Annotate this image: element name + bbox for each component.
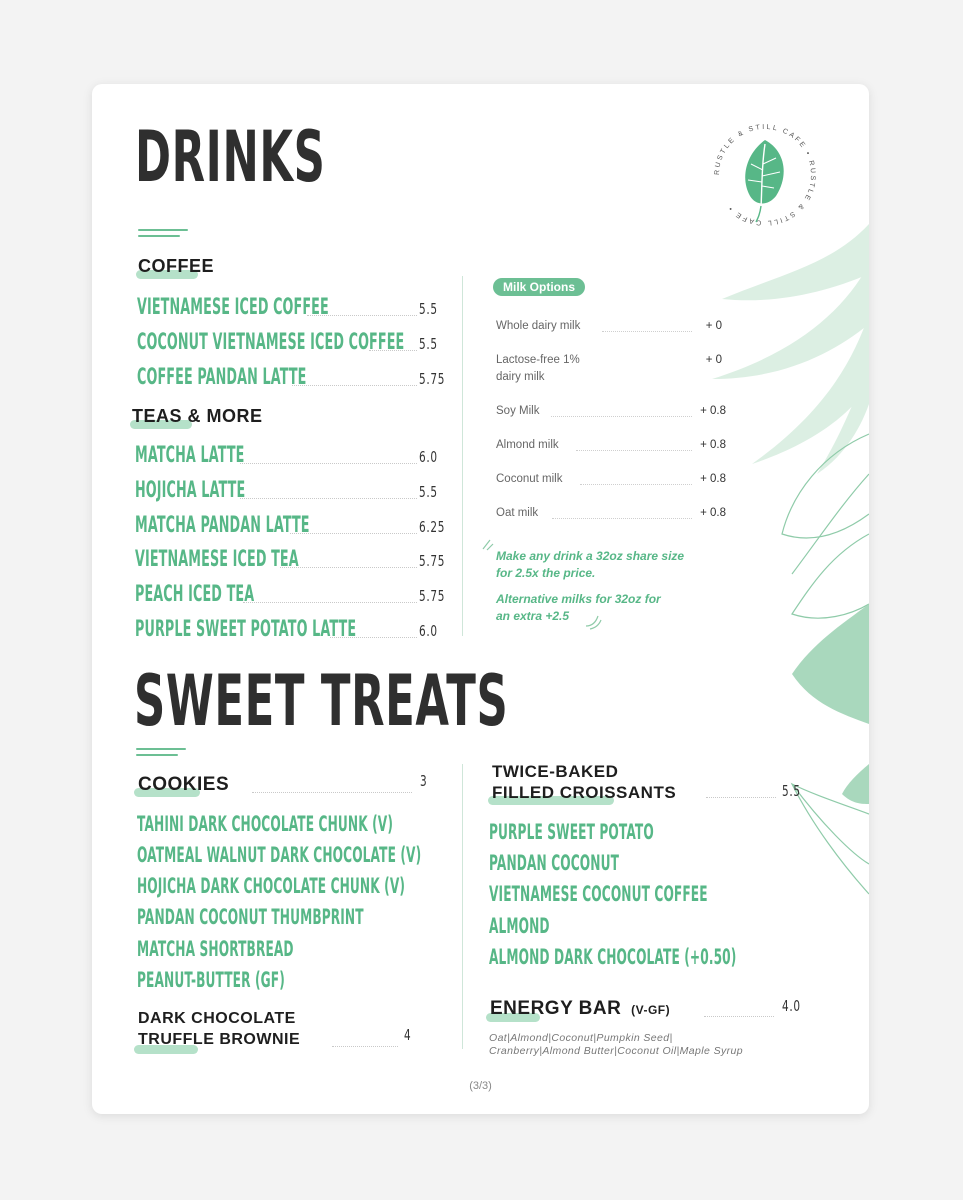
milk-option [496, 505, 726, 523]
energy-bar-name: ENERGY BAR [490, 998, 622, 1019]
cookies-price: 3 [420, 772, 428, 790]
item-name: VIETNAMESE ICED TEA [135, 547, 299, 572]
title-dash [136, 754, 178, 756]
item-price: 6.25 [419, 518, 446, 536]
item-name: OATMEAL WALNUT DARK CHOCOLATE (V) [137, 843, 422, 867]
item-name: PANDAN COCONUT THUMBPRINT [137, 905, 364, 929]
item-price: 5.5 [419, 483, 438, 501]
note-line: Alternative milks for 32oz for [496, 592, 661, 606]
item-name: MATCHA SHORTBREAD [137, 937, 294, 961]
menu-item [135, 579, 446, 609]
item-name: MATCHA PANDAN LATTE [135, 513, 310, 538]
cookie-item [137, 935, 437, 963]
ingredients-line: Cranberry|Almond Butter|Coconut Oil|Maple Syrup [489, 1045, 743, 1057]
croissant-item [489, 818, 789, 846]
menu-item [135, 544, 446, 574]
item-price: 5.5 [419, 300, 438, 318]
leader-dots [330, 637, 417, 638]
leader-dots [292, 385, 417, 386]
milk-price: + 0.8 [700, 473, 726, 485]
milk-name: Lactose-free 1% [496, 354, 580, 366]
milk-name: Whole dairy milk [496, 320, 581, 332]
leader-dots [240, 498, 417, 499]
croissant-item [489, 849, 789, 877]
croissant-item [489, 912, 789, 940]
milk-price: + 0.8 [700, 405, 726, 417]
column-divider [462, 764, 463, 1049]
milk-name: Soy Milk [496, 405, 540, 417]
menu-item [137, 292, 442, 322]
item-price: 5.5 [419, 335, 438, 353]
leader-dots [552, 518, 692, 519]
energy-bar-heading [490, 998, 670, 1020]
milk-price: + 0.8 [700, 507, 726, 519]
menu-item [135, 475, 440, 505]
share-size-note [496, 548, 726, 582]
menu-item [137, 362, 446, 392]
leader-dots [369, 350, 417, 351]
leader-dots [243, 602, 417, 603]
brownie-heading-line1: DARK CHOCOLATE [138, 1010, 296, 1027]
item-name: ALMOND DARK CHOCOLATE (+0.50) [489, 945, 737, 969]
energy-bar-tag: (V-GF) [631, 1003, 671, 1017]
page-number: (3/3) [469, 1080, 492, 1092]
menu-item [135, 614, 440, 644]
item-name: TAHINI DARK CHOCOLATE CHUNK (V) [137, 812, 394, 836]
item-price: 6.0 [419, 622, 438, 640]
milk-price: + 0 [705, 320, 722, 332]
accent-marks-icon [480, 536, 496, 552]
cookie-item [137, 872, 437, 900]
item-name: PANDAN COCONUT [489, 851, 620, 875]
note-line: for 2.5x the price. [496, 566, 596, 580]
cafe-logo [704, 114, 826, 236]
drinks-title: DRINKS [135, 116, 326, 198]
item-name: PEACH ICED TEA [135, 582, 255, 607]
item-price: 5.75 [419, 370, 446, 388]
leader-dots [252, 792, 412, 793]
title-dash [138, 229, 188, 231]
item-name: PEANUT-BUTTER (GF) [137, 968, 285, 992]
svg-text:RUSTLE & STILL CAFE • RUSTLE &: RUSTLE & STILL CAFE • RUSTLE & STILL CAFE • [713, 123, 817, 227]
croissants-heading-line1: TWICE-BAKED [492, 762, 619, 781]
croissants-price: 5.5 [782, 782, 801, 800]
item-name: ALMOND [489, 914, 550, 938]
item-price: 5.75 [419, 552, 446, 570]
leader-dots [704, 1016, 774, 1017]
item-name: VIETNAMESE COCONUT COFFEE [489, 882, 708, 906]
milk-options-label: Milk Options [493, 278, 585, 296]
leaf-icon [745, 140, 783, 222]
energy-bar-price: 4.0 [782, 997, 801, 1015]
coffee-heading: COFFEE [138, 256, 215, 276]
menu-item [135, 510, 446, 540]
item-name: HOJICHA LATTE [135, 478, 246, 503]
ingredients-line: Oat|Almond|Coconut|Pumpkin Seed| [489, 1032, 673, 1044]
cookies-heading: COOKIES [138, 774, 230, 795]
leader-dots [280, 567, 417, 568]
cookie-item [137, 810, 437, 838]
milk-option [496, 471, 726, 489]
sweet-treats-title: SWEET TREATS [134, 660, 509, 742]
item-name: VIETNAMESE ICED COFFEE [137, 295, 329, 320]
item-name: COFFEE PANDAN LATTE [137, 365, 307, 390]
croissant-item [489, 943, 789, 971]
milk-option [496, 352, 726, 386]
note-line: Make any drink a 32oz share size [496, 549, 685, 563]
cookie-item [137, 841, 437, 869]
column-divider [462, 276, 463, 636]
item-name: HOJICHA DARK CHOCOLATE CHUNK (V) [137, 874, 406, 898]
leader-dots [240, 463, 417, 464]
croissants-heading-line2: FILLED CROISSANTS [492, 783, 677, 802]
teas-heading: TEAS & MORE [132, 406, 263, 426]
item-price: 5.75 [419, 587, 446, 605]
milk-name: Oat milk [496, 507, 539, 519]
milk-name-line2: dairy milk [496, 371, 545, 383]
menu-item [137, 327, 442, 357]
title-dash [138, 235, 180, 237]
item-name: PURPLE SWEET POTATO LATTE [135, 617, 357, 642]
title-dash [136, 748, 186, 750]
item-price: 6.0 [419, 448, 438, 466]
item-name: PURPLE SWEET POTATO [489, 820, 654, 844]
milk-price: + 0 [705, 354, 722, 366]
croissant-item [489, 880, 789, 908]
cookie-item [137, 903, 437, 931]
accent-marks-icon [584, 614, 602, 630]
milk-name: Almond milk [496, 439, 559, 451]
milk-option [496, 403, 726, 421]
milk-price: + 0.8 [700, 439, 726, 451]
note-line: an extra +2.5 [496, 609, 570, 623]
energy-bar-ingredients [489, 1032, 809, 1058]
milk-name: Coconut milk [496, 473, 563, 485]
menu-item [135, 440, 440, 470]
brownie-price: 4 [404, 1026, 412, 1044]
leader-dots [332, 1046, 398, 1047]
leader-dots [551, 416, 692, 417]
brownie-heading-line2: TRUFFLE BROWNIE [138, 1031, 301, 1048]
cookie-item [137, 966, 437, 994]
leader-dots [706, 797, 776, 798]
milk-option [496, 437, 726, 455]
leader-dots [580, 484, 692, 485]
menu-page [92, 84, 869, 1114]
leader-dots [576, 450, 692, 451]
item-name: COCONUT VIETNAMESE ICED COFFEE [137, 330, 405, 355]
leader-dots [602, 331, 692, 332]
leader-dots [290, 533, 417, 534]
alt-milk-note [496, 591, 726, 625]
leader-dots [307, 315, 417, 316]
item-name: MATCHA LATTE [135, 443, 245, 468]
milk-option [496, 318, 726, 336]
